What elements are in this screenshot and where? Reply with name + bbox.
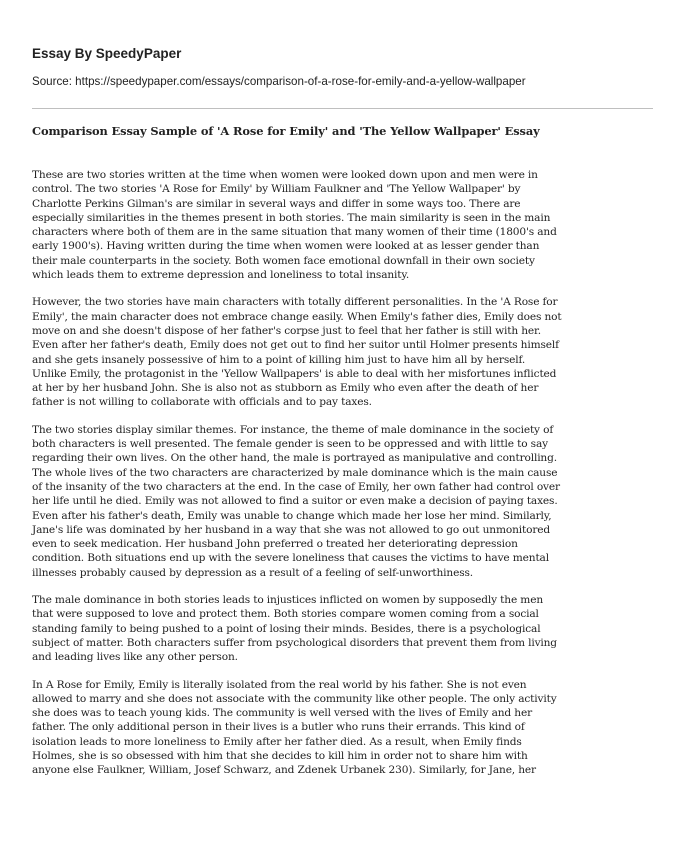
paragraph-line: of the insanity of the two characters at the end. In the case of Emily, her own father had control over	[32, 480, 560, 493]
paragraph-line: anyone else Faulkner, William, Josef Schwarz, and Zdenek Urbanek 230). Similarly, for Jane, her	[32, 764, 536, 777]
paragraph-line: both characters is well presented. The female gender is seen to be oppressed and with little to say	[32, 438, 548, 451]
paragraph-line: their male counterparts in the society. Both women face emotional downfall in their own society	[32, 254, 535, 267]
paragraph-line: illnesses probably caused by depression as a result of a feeling of self-unworthiness.	[32, 566, 474, 579]
paragraph-line: which leads them to extreme depression and loneliness to total insanity.	[32, 269, 410, 282]
essay-paragraph	[32, 593, 672, 664]
paragraph-line: However, the two stories have main characters with totally different personalities. In the 'A Rose for	[32, 296, 558, 309]
paragraph-line: Holmes, she is so obsessed with him that she decides to kill him in order not to share him with	[32, 749, 528, 762]
paragraph-line: at her by her husband John. She is also not as stubborn as Emily who even after the death of her	[32, 382, 539, 395]
header-divider	[32, 108, 653, 109]
essay-paragraph	[32, 168, 672, 282]
paragraph-line: condition. Both situations end up with the severe loneliness that causes the victims to have mental	[32, 552, 549, 565]
paragraph-line: The two stories display similar themes. For instance, the theme of male dominance in the society of	[32, 423, 554, 436]
paragraph-line: and leading lives like any other person.	[32, 651, 238, 664]
brand-heading: Essay By SpeedyPaper	[32, 46, 182, 61]
paragraph-line: that were supposed to love and protect them. Both stories compare women coming from a social	[32, 608, 539, 621]
paragraph-line: regarding their own lives. On the other hand, the male is portrayed as manipulative and controlling.	[32, 452, 557, 465]
paragraph-line: even to seek medication. Her husband John preferred o treated her deteriorating depression	[32, 538, 518, 551]
paragraph-line: The male dominance in both stories leads to injustices inflicted on women by supposedly the men	[32, 594, 543, 607]
paragraph-line: Emily', the main character does not embrace change easily. When Emily's father dies, Emily does not	[32, 310, 562, 323]
paragraph-line: isolation leads to more loneliness to Emily after her father died. As a result, when Emily finds	[32, 735, 522, 748]
paragraph-line: In A Rose for Emily, Emily is literally isolated from the real world by his father. She is not even	[32, 678, 527, 691]
paragraph-line: Jane's life was dominated by her husband in a way that she was not allowed to go out unmonitored	[32, 523, 550, 536]
essay-paragraph	[32, 678, 672, 778]
paragraph-line: allowed to marry and she does not associate with the community like other people. The only activity	[32, 692, 557, 705]
paragraph-line: characters where both of them are in the same situation that many women of their time (1800's and	[32, 226, 557, 239]
paragraph-line: control. The two stories 'A Rose for Emily' by William Faulkner and 'The Yellow Wallpaper' by	[32, 183, 521, 196]
paragraph-line: The whole lives of the two characters are characterized by male dominance which is the main cause	[32, 466, 558, 479]
source-line[interactable]: Source: https://speedypaper.com/essays/comparison-of-a-rose-for-emily-and-a-yellow-wallpaper	[32, 75, 526, 88]
paragraph-line: Unlike Emily, the protagonist in the 'Yellow Wallpapers' is able to deal with her misfortunes inflicted	[32, 367, 557, 380]
paragraph-line: move on and she doesn't dispose of her father's corpse just to feel that her father is still with her.	[32, 324, 541, 337]
paragraph-line: father. The only additional person in their lives is a butler who runs their errands. This kind of	[32, 721, 525, 734]
paragraph-line: subject of matter. Both characters suffer from psychological disorders that prevent them from living	[32, 636, 557, 649]
essay-body	[32, 168, 672, 791]
paragraph-line: her life until he died. Emily was not allowed to find a suitor or even make a decision of paying taxes.	[32, 495, 558, 508]
paragraph-line: she does was to teach young kids. The community is well versed with the lives of Emily and her	[32, 707, 532, 720]
paragraph-line: Even after his father's death, Emily was unable to change which made her lose her mind. Similarly,	[32, 509, 552, 522]
paragraph-line: standing family to being pushed to a point of losing their minds. Besides, there is a psychological	[32, 622, 541, 635]
paragraph-line: Even after her father's death, Emily does not get out to find her suitor until Holmer presents himself	[32, 339, 559, 352]
essay-paragraph	[32, 295, 672, 409]
essay-paragraph	[32, 423, 672, 580]
paragraph-line: and she gets insanely possessive of him to a point of killing him just to have him all by herself.	[32, 353, 526, 366]
paragraph-line: especially similarities in the themes present in both stories. The main similarity is seen in the main	[32, 211, 551, 224]
paragraph-line: These are two stories written at the time when women were looked down upon and men were in	[32, 169, 538, 181]
essay-title: Comparison Essay Sample of 'A Rose for Emily' and 'The Yellow Wallpaper' Essay	[32, 124, 540, 138]
paragraph-line: early 1900's). Having written during the time when women were looked at as lesser gender than	[32, 240, 540, 253]
paragraph-line: Charlotte Perkins Gilman's are similar in several ways and differ in some ways too. There are	[32, 197, 521, 210]
paragraph-line: father is not willing to collaborate with officials and to pay taxes.	[32, 396, 372, 409]
